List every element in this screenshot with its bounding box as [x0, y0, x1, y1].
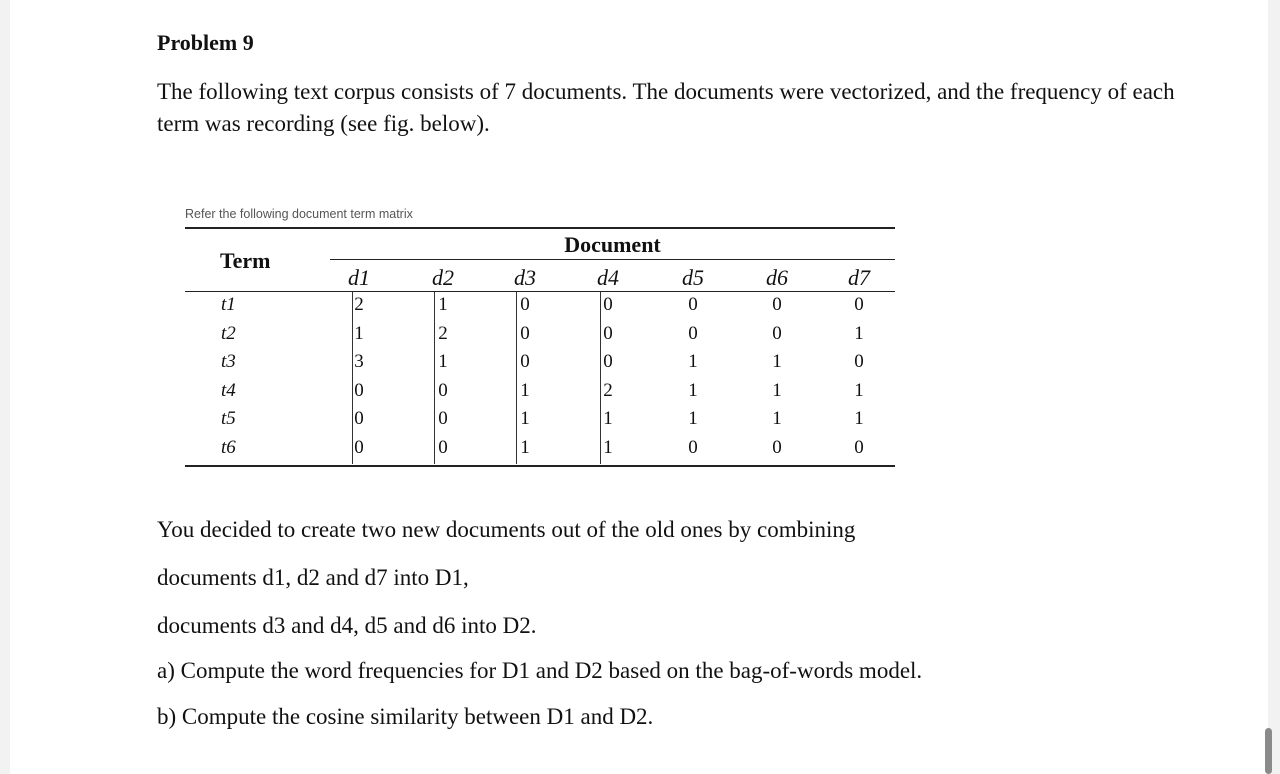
table-cell: 0 [854, 436, 864, 458]
body-line-2: documents d1, d2 and d7 into D1, [157, 565, 469, 590]
column-divider [600, 292, 601, 464]
column-header-d2: d2 [432, 265, 454, 290]
problem-heading: Problem 9 [157, 30, 254, 55]
column-header-d1: d1 [348, 265, 370, 290]
body-line-3: documents d3 and d4, d5 and d6 into D2. [157, 613, 537, 638]
column-header-d4: d4 [597, 265, 619, 290]
column-divider [516, 292, 517, 464]
table-cell: 0 [688, 322, 698, 344]
document-group-header: Document [564, 232, 661, 257]
row-label-t4: t4 [221, 379, 236, 401]
table-cell: 0 [438, 379, 448, 401]
table-cell: 0 [520, 351, 530, 372]
row-label-t6: t6 [221, 436, 236, 458]
table-cell: 0 [772, 322, 782, 344]
table-cell: 2 [438, 322, 448, 344]
table-cell: 0 [603, 322, 613, 344]
table-cell: 0 [603, 351, 613, 372]
table-cell: 1 [772, 351, 782, 372]
column-divider [352, 292, 353, 464]
row-label-t5: t5 [221, 408, 236, 429]
row-label-t2: t2 [221, 322, 236, 344]
table-cell: 1 [438, 351, 448, 372]
question-a: a) Compute the word frequencies for D1 and D2 based on the bag-of-words model. [157, 658, 923, 683]
table-cell: 0 [354, 379, 364, 401]
column-header-d5: d5 [682, 265, 704, 290]
table-cell: 1 [603, 408, 613, 429]
table-cell: 0 [688, 294, 698, 315]
term-column-header: Term [220, 248, 271, 273]
table-cell: 1 [354, 322, 364, 344]
table-cell: 0 [354, 408, 364, 429]
table-cell: 1 [438, 294, 448, 315]
table-cell: 0 [854, 294, 864, 315]
column-header-d3: d3 [514, 265, 536, 290]
table-cell: 1 [854, 322, 864, 344]
column-header-d7: d7 [848, 265, 870, 290]
column-header-d6: d6 [766, 265, 788, 290]
table-cell: 0 [520, 322, 530, 344]
table-bottom-rule [185, 465, 895, 467]
table-cell: 0 [354, 436, 364, 458]
table-cell: 0 [520, 294, 530, 315]
table-cell: 1 [854, 408, 864, 429]
question-b: b) Compute the cosine similarity between D1 and D2. [157, 704, 654, 729]
table-cell: 1 [772, 408, 782, 429]
table-cell: 0 [772, 294, 782, 315]
document-term-matrix [185, 227, 895, 467]
table-cell: 0 [438, 408, 448, 429]
table-cell: 1 [854, 379, 864, 401]
row-label-t1: t1 [221, 294, 236, 315]
table-cell: 1 [520, 436, 530, 458]
body-line-1: You decided to create two new documents out of the old ones by combining [157, 517, 856, 542]
table-cell: 2 [354, 294, 364, 315]
figure-caption: Refer the following document term matrix [185, 207, 413, 221]
table-cell: 0 [438, 436, 448, 458]
table-cell: 1 [688, 408, 698, 429]
table-cell: 1 [688, 379, 698, 401]
table-cell: 0 [772, 436, 782, 458]
table-cell: 2 [603, 379, 613, 401]
table-cell: 0 [603, 294, 613, 315]
table-cell: 1 [688, 351, 698, 372]
table-cell: 1 [520, 408, 530, 429]
table-cell: 3 [354, 351, 364, 372]
table-cell: 1 [772, 379, 782, 401]
table-top-rule [185, 227, 895, 229]
group-header-rule [330, 259, 895, 260]
table-cell: 1 [603, 436, 613, 458]
problem-intro: The following text corpus consists of 7 documents. The documents were vectorized, and the frequency of each term was recording (see fig. below). [157, 79, 1175, 136]
table-cell: 0 [854, 351, 864, 372]
table-cell: 0 [688, 436, 698, 458]
scrollbar-thumb[interactable] [1265, 728, 1272, 774]
row-label-t3: t3 [221, 351, 236, 372]
table-cell: 1 [520, 379, 530, 401]
column-divider [434, 292, 435, 464]
document-page [10, 0, 1268, 774]
